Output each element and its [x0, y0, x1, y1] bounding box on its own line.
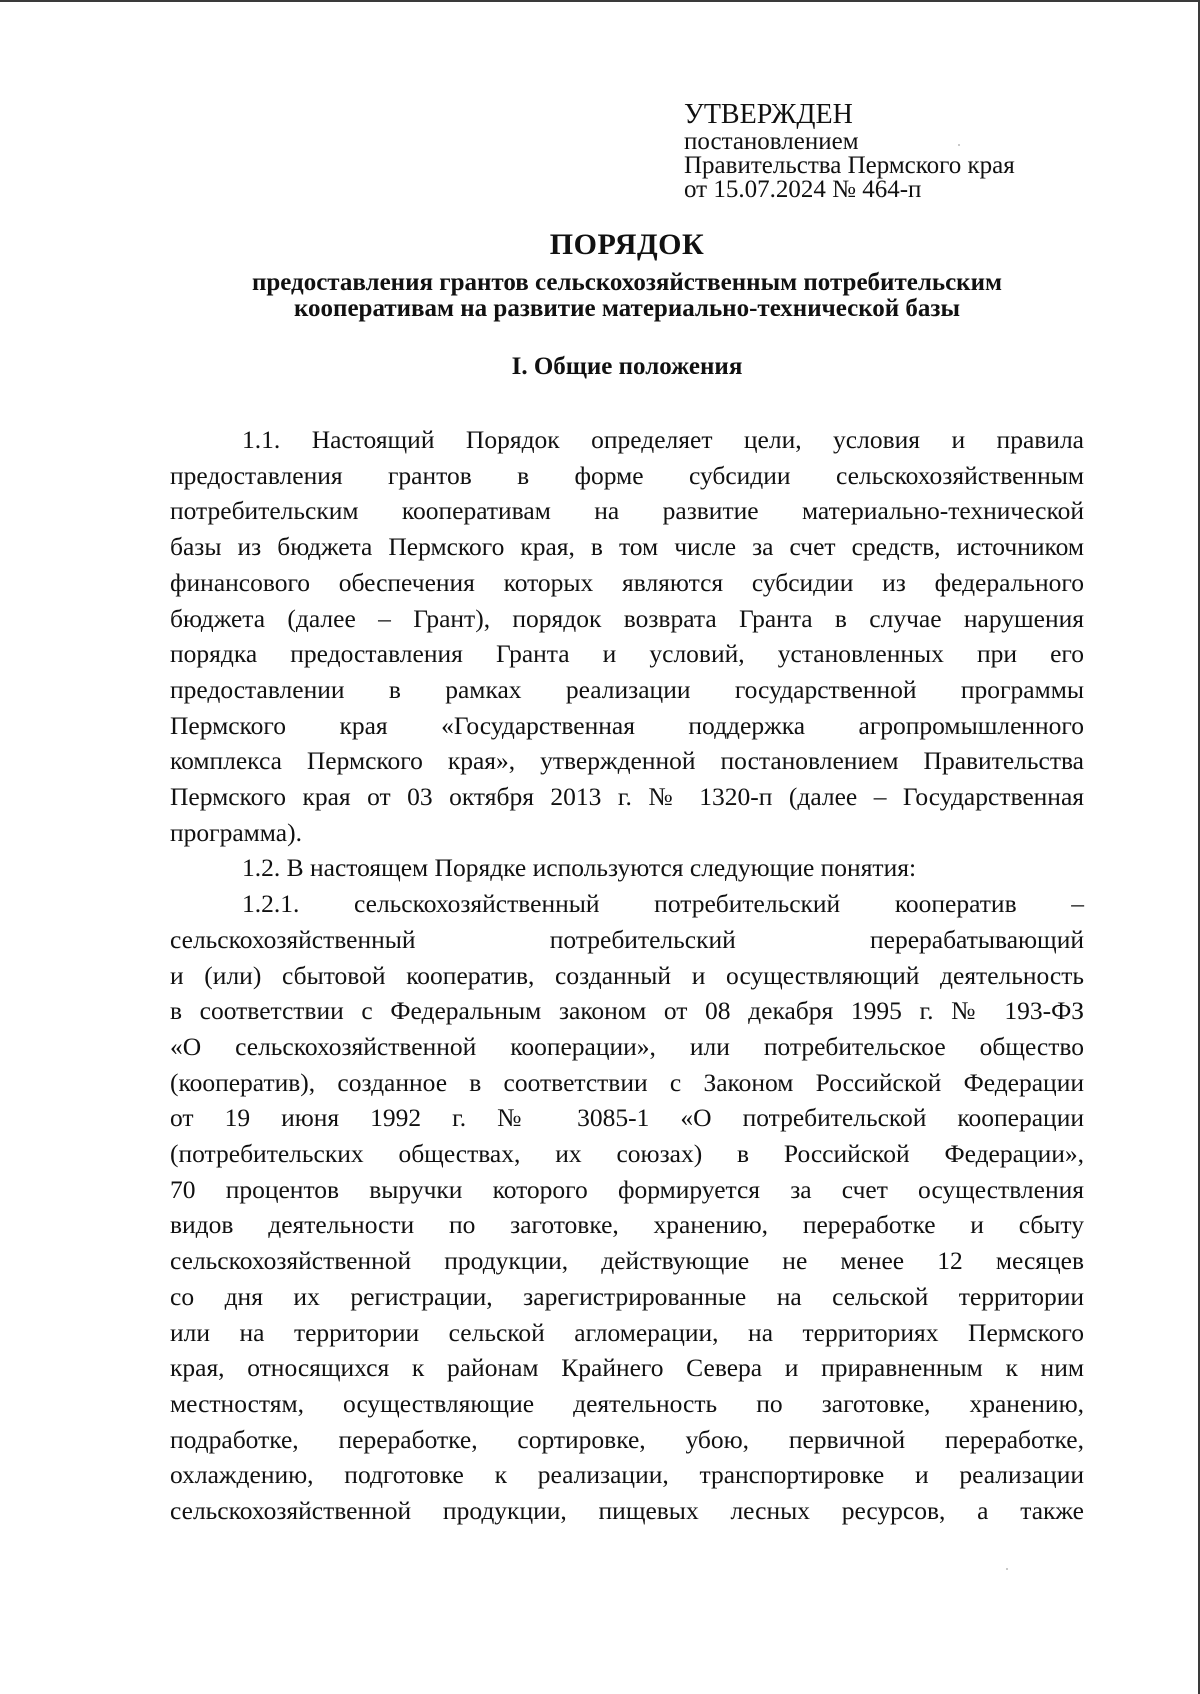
body-line: порядка предоставления Гранта и условий, установленных при его — [170, 639, 1084, 669]
body-line: бюджета (далее – Грант), порядок возврата Гранта в случае нарушения — [170, 603, 1084, 633]
body-line: края, относящихся к районам Крайнего Севера и приравненным к ним — [170, 1353, 1084, 1383]
body-line: видов деятельности по заготовке, хранению, переработке и сбыту — [170, 1210, 1084, 1240]
body-line: «О сельскохозяйственной кооперации», или потребительское общество — [170, 1031, 1084, 1061]
body-line: сельскохозяйственный потребительский перерабатывающий — [170, 924, 1084, 954]
approval-line-1: постановлением — [684, 128, 859, 155]
body-line: базы из бюджета Пермского края, в том числе за счет средств, источником — [170, 532, 1084, 562]
scan-edge-top — [0, 0, 1200, 2]
body-line: подработке, переработке, сортировке, убою, первичной переработке, — [170, 1424, 1084, 1454]
subtitle-line-2: кооперативам на развитие материально-технической базы — [293, 295, 960, 322]
scan-speck — [958, 144, 960, 146]
body-line: местностям, осуществляющие деятельность по заготовке, хранению, — [170, 1388, 1084, 1418]
approval-line-2: Правительства Пермского края — [684, 152, 1015, 179]
body-line: сельскохозяйственной продукции, действующие не менее 12 месяцев — [170, 1246, 1084, 1276]
approval-block — [684, 100, 1164, 202]
body-line: предоставлении в рамках реализации государственной программы — [170, 674, 1084, 704]
body-line: Пермского края от 03 октября 2013 г. № 1320-п (далее – Государственная — [170, 782, 1084, 812]
body-line: 1.1. Настоящий Порядок определяет цели, условия и правила — [242, 425, 1084, 454]
body-line: (потребительских обществах, их союзах) в Российской Федерации», — [170, 1139, 1084, 1169]
scan-speck — [1006, 1568, 1008, 1570]
body-line: (кооператив), созданное в соответствии с Законом Российской Федерации — [170, 1067, 1084, 1097]
body-line: комплекса Пермского края», утвержденной постановлением Правительства — [170, 746, 1084, 776]
section-title: I. Общие положения — [511, 353, 743, 380]
body-line: 1.2.1. сельскохозяйственный потребительский кооператив – — [242, 889, 1084, 919]
body-line: сельскохозяйственной продукции, пищевых лесных ресурсов, а также — [170, 1496, 1084, 1526]
body-line: и (или) сбытовой кооператив, созданный и осуществляющий деятельность — [170, 960, 1084, 990]
document-title: ПОРЯДОК — [549, 228, 705, 261]
approval-title: УТВЕРЖДЕН — [684, 99, 853, 130]
subtitle-line-1: предоставления грантов сельскохозяйственным потребительским — [251, 269, 1003, 296]
body-line: 1.2. В настоящем Порядке используются следующие понятия: — [242, 853, 917, 883]
approval-line-3: от 15.07.2024 № 464-п — [684, 176, 922, 203]
body-line: финансового обеспечения которых являются субсидии из федерального — [170, 567, 1084, 597]
body-line: предоставления грантов в форме субсидии сельскохозяйственным — [170, 460, 1084, 490]
body-line: от 19 июня 1992 г. № 3085-1 «О потребительской кооперации — [170, 1103, 1084, 1133]
body-line: или на территории сельской агломерации, на территориях Пермского — [170, 1317, 1084, 1347]
body-line: 70 процентов выручки которого формируется за счет осуществления — [170, 1174, 1084, 1204]
body-line: Пермского края «Государственная поддержка агропромышленного — [170, 710, 1084, 740]
body-line: со дня их регистрации, зарегистрированные на сельской территории — [170, 1281, 1084, 1311]
document-body — [170, 422, 1084, 1529]
body-line: в соответствии с Федеральным законом от 08 декабря 1995 г. № 193-ФЗ — [170, 996, 1084, 1026]
body-line: программа). — [170, 817, 302, 847]
body-line: охлаждению, подготовке к реализации, транспортировке и реализации — [170, 1460, 1084, 1490]
document-subtitle — [170, 270, 1084, 322]
body-line: потребительским кооперативам на развитие материально-технической — [170, 496, 1084, 526]
